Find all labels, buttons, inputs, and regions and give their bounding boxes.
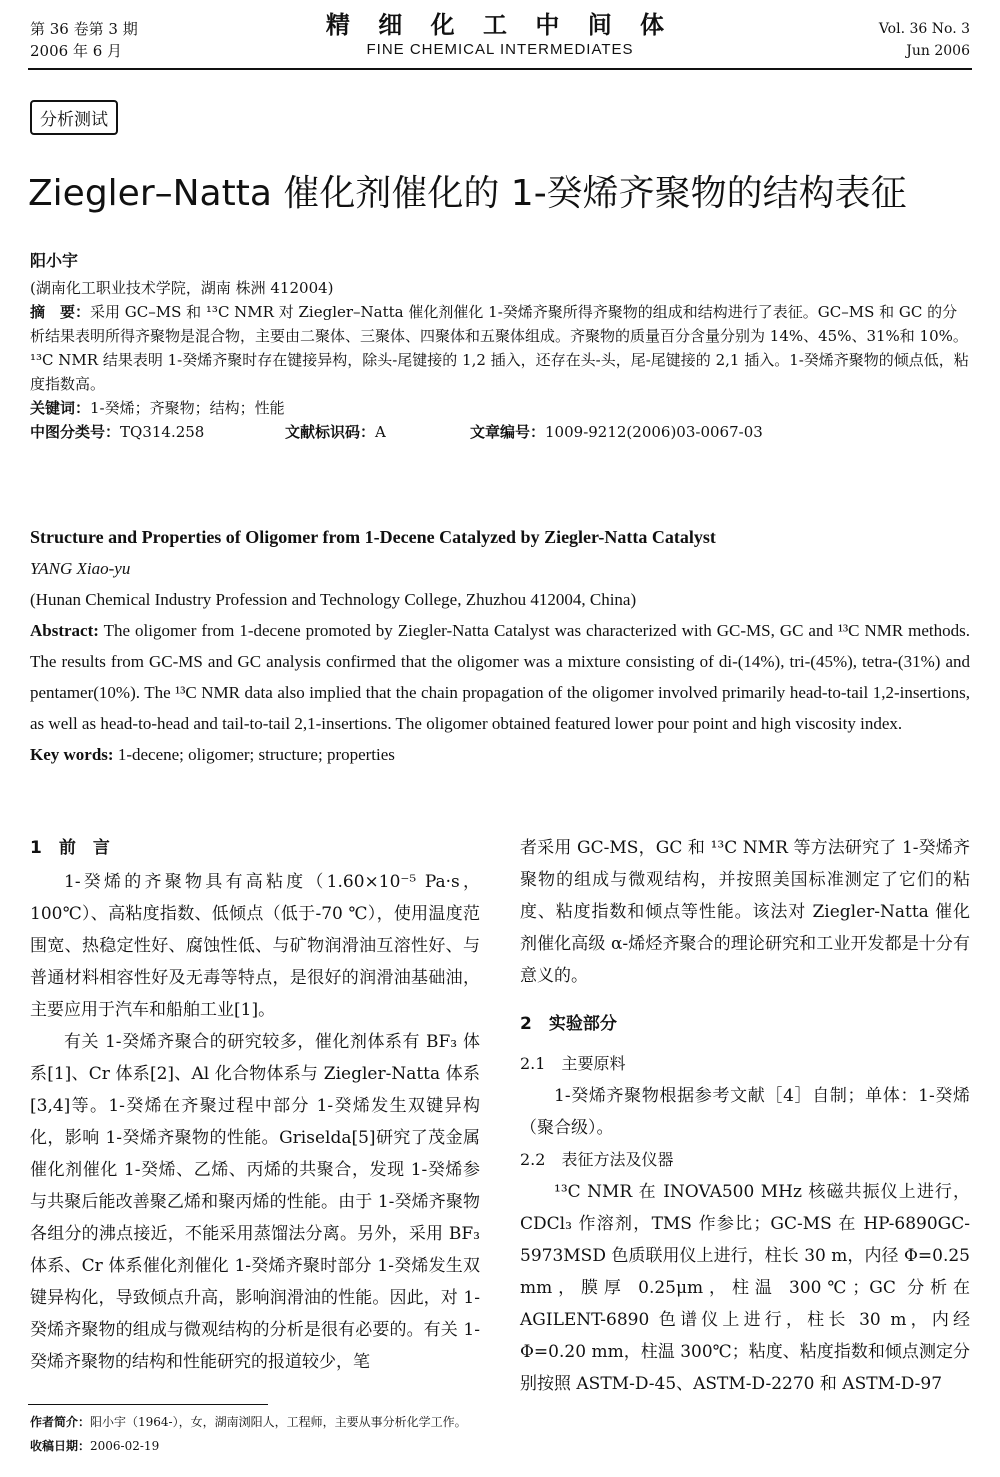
- clc-value: TQ314.258: [120, 423, 205, 441]
- keywords-cn: [30, 396, 970, 420]
- footnote-rule: [28, 1404, 268, 1405]
- chinese-abstract-block: [30, 276, 970, 444]
- received-date-text: 2006-02-19: [90, 1439, 160, 1453]
- author-bio-label: 作者简介：: [30, 1415, 91, 1429]
- journal-header: [0, 10, 1000, 60]
- received-date: [30, 1434, 467, 1458]
- intro-paragraph-2: 有关 1-癸烯齐聚合的研究较多，催化剂体系有 BF₃ 体系[1]、Cr 体系[2]、Al 化合物体系与 Ziegler-Natta 体系[3,4]等。1-癸烯在齐聚过程中部分 1-癸烯发生双键异构化，影响 1-癸烯齐聚物的性能。Griselda[5]研究了茂金属催化剂催化 1-癸烯、乙烯、丙烯的共聚合，发现 1-癸烯参与共聚后能改善聚乙烯和聚丙烯的性能。由于 1-癸烯齐聚物各组分的沸点接近，不能采用蒸馏法分离。另外，采用 BF₃ 体系、Cr 体系催化剂催化 1-癸烯齐聚时部分 1-癸烯发生双键异构化，导致倾点升高，影响润滑油的性能。因此，对 1-癸烯齐聚物的组成与微观结构的分析是很有必要的。有关 1-癸烯齐聚物的结构和性能研究的报道较少，笔: [30, 1032, 480, 1372]
- journal-name-en: FINE CHEMICAL INTERMEDIATES: [366, 41, 634, 58]
- subheading-methods: 2.2 表征方法及仪器: [520, 1150, 674, 1169]
- intro-paragraph-1: 1-癸烯的齐聚物具有高粘度（1.60×10⁻⁵ Pa·s，100℃）、高粘度指数、低倾点（低于-70 ℃），使用温度范围宽、热稳定性好、腐蚀性低、与矿物润滑油互溶性好、与普通材料相容性好及无毒等特点，是很好的润滑油基础油，主要应用于汽车和船舶工业[1]。: [30, 872, 480, 1020]
- subheading-materials: 2.1 主要原料: [520, 1054, 626, 1073]
- article-id-field: [470, 420, 763, 444]
- english-title: Structure and Properties of Oligomer from 1-Decene Catalyzed by Ziegler-Natta Catalyst: [30, 527, 716, 547]
- methods-paragraph: ¹³C NMR 在 INOVA500 MHz 核磁共振仪上进行，CDCl₃ 作溶剂，TMS 作参比；GC-MS 在 HP-6890GC-5973MSD 色质联用仪上进行，柱长 30 m，内径 Φ=0.25 mm，膜厚 0.25μm，柱温 300℃；GC 分析在 AGILENT-6890 色谱仪上进行，柱长 30 m，内经 Φ=0.20 mm，柱温 300℃；粘度、粘度指数和倾点测定分别按照 ASTM-D-45、ASTM-D-2270 和 ASTM-D-97: [520, 1182, 970, 1394]
- received-date-label: 收稿日期：: [30, 1439, 91, 1453]
- author-name: 阳小宇: [30, 251, 79, 270]
- date-cn: 2006 年 6 月: [30, 42, 123, 60]
- heading-experimental: 2 实验部分: [520, 1014, 617, 1034]
- clc-label: 中图分类号：: [30, 423, 121, 441]
- english-abstract-text: The oligomer from 1-decene promoted by Ziegler-Natta Catalyst was characterized with GC-MS, GC and ¹³C NMR methods. The results from GC-MS and GC analysis confirmed that the oligomer was a mixture consisting of di-(14%), tri-(45%), tetra-(31%) and pentamer(10%). The ¹³C NMR data also implied that the chain propagation of the oligomer involved primarily head-to-tail 1,2-insertions, as well as head-to-head and tail-to-tail 2,1-insertions. The oligomer obtained featured lower pour point and high viscosity index.: [30, 621, 970, 733]
- affiliation-cn: (湖南化工职业技术学院，湖南 株洲 412004): [30, 279, 334, 297]
- abstract-cn-text: 采用 GC–MS 和 ¹³C NMR 对 Ziegler–Natta 催化剂催化 1-癸烯齐聚所得齐聚物的组成和结构进行了表征。GC–MS 和 GC 的分析结果表明所得齐聚物是混合物，主要由二聚体、三聚体、四聚体和五聚体组成。齐聚物的质量百分含量分别为 14%、45%、31%和 10%。¹³C NMR 结果表明 1-癸烯齐聚时存在键接异构，除头-尾键接的 1,2 插入，还存在头-头，尾-尾键接的 2,1 插入。1-癸烯齐聚物的倾点低，粘度指数高。: [30, 303, 969, 393]
- english-keywords-label: Key words:: [30, 745, 114, 764]
- abstract-cn-label: 摘 要：: [30, 303, 91, 321]
- paper-title: Ziegler–Natta 催化剂催化的 1-癸烯齐聚物的结构表征: [28, 173, 907, 214]
- english-author: YANG Xiao-yu: [30, 559, 131, 578]
- journal-name-cn: 精 细 化 工 中 间 体: [325, 11, 675, 39]
- intro-paragraph-continued: 者采用 GC-MS，GC 和 ¹³C NMR 等方法研究了 1-癸烯齐聚物的组成与微观结构，并按照美国标准测定了它们的粘度、粘度指数和倾点等性能。该法对 Ziegler-Natta 催化剂催化高级 α-烯烃齐聚合的理论研究和工业开发都是十分有意义的。: [520, 838, 970, 986]
- keywords-cn-text: 1-癸烯；齐聚物；结构；性能: [90, 399, 285, 417]
- english-abstract-block: [30, 522, 970, 770]
- heading-introduction: 1 前 言: [30, 838, 110, 858]
- volume-issue-en: Vol. 36 No. 3: [878, 21, 970, 37]
- english-keywords-text: 1-decene; oligomer; structure; properties: [117, 745, 395, 764]
- date-en: Jun 2006: [906, 43, 970, 59]
- article-id-value: 1009-9212(2006)03-0067-03: [545, 423, 763, 441]
- body-left-column: [30, 832, 480, 1378]
- keywords-cn-label: 关键词：: [30, 399, 91, 417]
- english-affiliation: (Hunan Chemical Industry Profession and Technology College, Zhuzhou 412004, China): [30, 590, 637, 609]
- body-right-column: [520, 832, 970, 1400]
- header-rule: [28, 68, 972, 70]
- doc-code-value: A: [375, 423, 386, 441]
- classification-row: [30, 420, 970, 444]
- english-abstract: [30, 615, 970, 739]
- doc-code-field: [285, 420, 470, 444]
- volume-issue-cn: 第 36 卷第 3 期: [30, 20, 138, 38]
- english-abstract-label: Abstract:: [30, 621, 99, 640]
- doc-code-label: 文献标识码：: [285, 423, 376, 441]
- article-id-label: 文章编号：: [470, 423, 546, 441]
- author-bio: [30, 1410, 467, 1434]
- english-keywords: [30, 739, 970, 770]
- author-bio-text: 阳小宇（1964-），女，湖南浏阳人，工程师，主要从事分析化学工作。: [90, 1415, 467, 1429]
- abstract-cn: [30, 300, 970, 396]
- section-tag: 分析测试: [30, 100, 118, 135]
- clc-field: [30, 420, 285, 444]
- footnotes: [30, 1410, 467, 1458]
- materials-paragraph: 1-癸烯齐聚物根据参考文献［4］自制；单体：1-癸烯（聚合级）。: [520, 1086, 970, 1138]
- header-volume-en: [879, 18, 970, 62]
